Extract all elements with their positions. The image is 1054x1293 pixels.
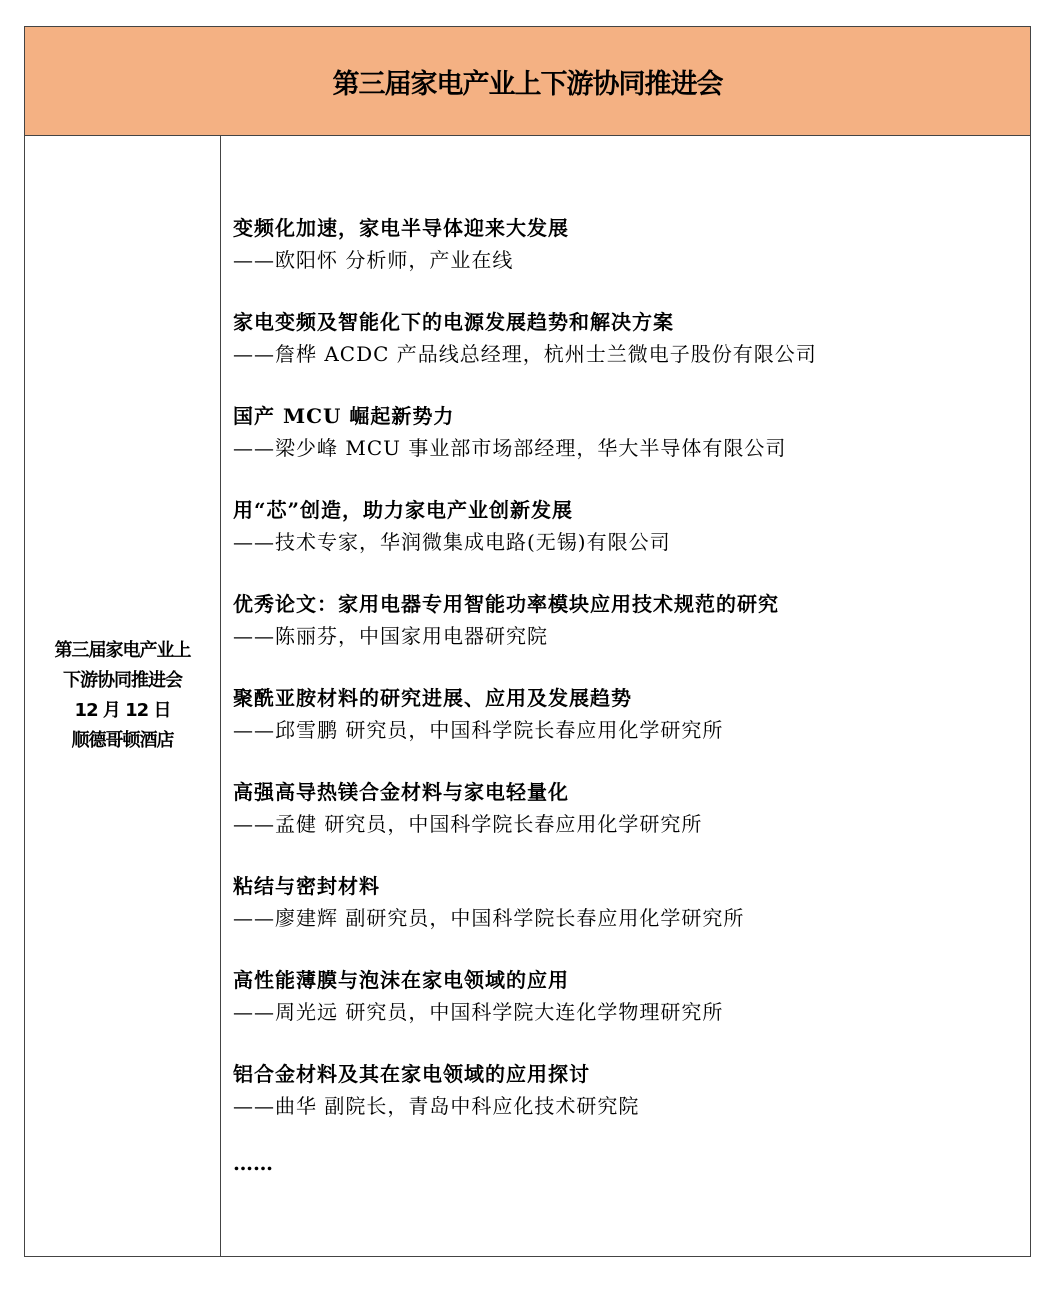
event-name-line-2: 下游协同推进会 bbox=[63, 670, 182, 691]
talk-title: 家电变频及智能化下的电源发展趋势和解决方案 bbox=[233, 310, 674, 334]
talk-title: 高性能薄膜与泡沫在家电领域的应用 bbox=[233, 968, 569, 992]
event-venue: 顺德哥顿酒店 bbox=[71, 730, 174, 751]
talk-speaker: ——詹桦 ACDC 产品线总经理，杭州士兰微电子股份有限公司 bbox=[233, 342, 817, 366]
talk-speaker: ——孟健 研究员，中国科学院长春应用化学研究所 bbox=[233, 812, 703, 836]
page-title: 第三届家电产业上下游协同推进会 bbox=[332, 68, 723, 100]
talk-title: 聚酰亚胺材料的研究进展、应用及发展趋势 bbox=[233, 686, 632, 710]
talk-title: 国产 MCU 崛起新势力 bbox=[233, 404, 455, 428]
talk-speaker: ——梁少峰 MCU 事业部市场部经理，华大半导体有限公司 bbox=[233, 436, 787, 460]
agenda-item bbox=[233, 494, 817, 588]
talk-speaker: ——欧阳怀 分析师，产业在线 bbox=[233, 248, 514, 272]
talk-speaker: ——邱雪鹏 研究员，中国科学院长春应用化学研究所 bbox=[233, 718, 724, 742]
talk-speaker: ——陈丽芬，中国家用电器研究院 bbox=[233, 624, 548, 648]
talk-title: 用“芯”创造，助力家电产业创新发展 bbox=[233, 498, 574, 522]
table-header bbox=[25, 27, 1030, 136]
agenda-item bbox=[233, 682, 817, 776]
agenda-list bbox=[233, 212, 817, 1152]
agenda-item bbox=[233, 588, 817, 682]
event-info-cell bbox=[25, 136, 221, 1256]
talk-speaker: ——周光远 研究员，中国科学院大连化学物理研究所 bbox=[233, 1000, 724, 1024]
agenda-item bbox=[233, 964, 817, 1058]
talk-title: 粘结与密封材料 bbox=[233, 874, 380, 898]
talk-title: 铝合金材料及其在家电领域的应用探讨 bbox=[233, 1062, 590, 1086]
agenda-item bbox=[233, 212, 817, 306]
agenda-item bbox=[233, 776, 817, 870]
talk-speaker: ——技术专家，华润微集成电路(无锡)有限公司 bbox=[233, 530, 671, 554]
talk-title: 优秀论文：家用电器专用智能功率模块应用技术规范的研究 bbox=[233, 592, 779, 616]
talk-speaker: ——曲华 副院长，青岛中科应化技术研究院 bbox=[233, 1094, 640, 1118]
talk-speaker: ——廖建辉 副研究员，中国科学院长春应用化学研究所 bbox=[233, 906, 745, 930]
agenda-item bbox=[233, 400, 817, 494]
agenda-item bbox=[233, 1058, 817, 1152]
agenda-cell bbox=[221, 136, 1030, 1256]
agenda-item bbox=[233, 870, 817, 964]
talk-title: 变频化加速，家电半导体迎来大发展 bbox=[233, 216, 569, 240]
more-ellipsis: …… bbox=[233, 1151, 273, 1175]
talk-title: 高强高导热镁合金材料与家电轻量化 bbox=[233, 780, 569, 804]
event-date: 12 月 12 日 bbox=[74, 700, 171, 721]
agenda-item bbox=[233, 306, 817, 400]
event-name-line-1: 第三届家电产业上 bbox=[54, 640, 191, 661]
agenda-table bbox=[24, 26, 1031, 1257]
